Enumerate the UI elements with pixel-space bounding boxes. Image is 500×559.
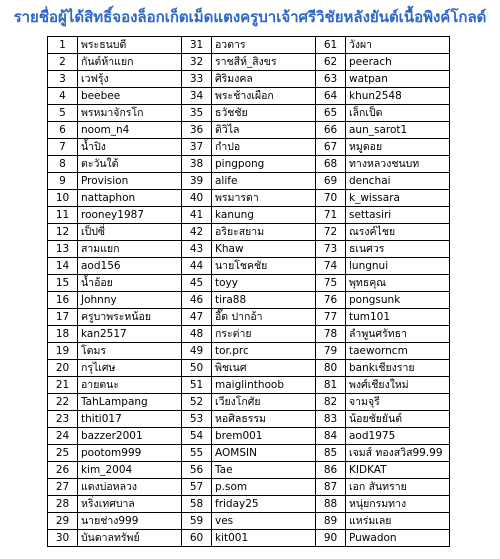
table-row — [48, 513, 450, 530]
row-number-cell[interactable]: 36 — [182, 122, 212, 139]
table-row — [48, 139, 450, 156]
row-number-cell[interactable]: 42 — [182, 224, 212, 241]
table-row — [48, 122, 450, 139]
member-name-cell[interactable]: Provision — [78, 173, 182, 190]
row-number-cell[interactable]: 45 — [182, 275, 212, 292]
table-row — [48, 224, 450, 241]
table-row — [48, 54, 450, 71]
member-name-cell[interactable]: pongsunk — [346, 292, 450, 309]
member-name-cell[interactable]: bazzer2001 — [78, 428, 182, 445]
row-number-cell[interactable]: 32 — [182, 54, 212, 71]
row-number-cell[interactable]: 12 — [48, 224, 78, 241]
row-number-cell[interactable]: 37 — [182, 139, 212, 156]
member-name-cell[interactable]: AOMSIN — [212, 445, 316, 462]
member-name-cell[interactable]: toyy — [212, 275, 316, 292]
page-title: รายชื่อผู้ได้สิทธิ์จองล็อกเก็ตเม็ดแตงครูบาเจ้าศรีวิชัยหลังยันต์เนื้อพิงค์โกลด์ — [13, 8, 487, 26]
table-row — [48, 428, 450, 445]
member-name-cell[interactable]: น้ำปิง — [78, 139, 182, 156]
member-name-cell[interactable]: ตะวันใต้ — [78, 156, 182, 173]
member-name-cell[interactable]: taeworncm — [346, 343, 450, 360]
row-number-cell[interactable]: 26 — [48, 462, 78, 479]
member-name-cell[interactable]: พระธนบดี — [78, 37, 182, 54]
row-number-cell[interactable]: 20 — [48, 360, 78, 377]
row-number-cell[interactable]: 38 — [182, 156, 212, 173]
member-name-cell[interactable]: tum101 — [346, 309, 450, 326]
row-number-cell[interactable]: 6 — [48, 122, 78, 139]
row-number-cell[interactable]: 48 — [182, 326, 212, 343]
row-number-cell[interactable]: 23 — [48, 411, 78, 428]
row-number-cell[interactable]: 52 — [182, 394, 212, 411]
member-name-cell[interactable]: ครูบาพระหน้อย — [78, 309, 182, 326]
row-number-cell[interactable]: 61 — [316, 37, 346, 54]
row-number-cell[interactable]: 50 — [182, 360, 212, 377]
table-row — [48, 156, 450, 173]
row-number-cell[interactable]: 54 — [182, 428, 212, 445]
member-name-cell[interactable]: อริยะสยาม — [212, 224, 316, 241]
table-row — [48, 530, 450, 547]
member-name-cell[interactable]: rooney1987 — [78, 207, 182, 224]
member-name-cell[interactable]: kan2517 — [78, 326, 182, 343]
member-name-cell[interactable]: kim_2004 — [78, 462, 182, 479]
row-number-cell[interactable]: 83 — [316, 411, 346, 428]
table-row — [48, 173, 450, 190]
row-number-cell[interactable]: 77 — [316, 309, 346, 326]
table-row — [48, 411, 450, 428]
row-number-cell[interactable]: 4 — [48, 88, 78, 105]
member-name-cell[interactable]: เวฟรุ้ง — [78, 71, 182, 88]
row-number-cell[interactable]: 30 — [48, 530, 78, 547]
member-name-cell[interactable]: ลำพูนศรัทธา — [346, 326, 450, 343]
row-number-cell[interactable]: 17 — [48, 309, 78, 326]
member-name-cell[interactable]: น้ำอ้อย — [78, 275, 182, 292]
member-name-cell[interactable]: Tae — [212, 462, 316, 479]
member-name-cell[interactable]: ติวิไล — [212, 122, 316, 139]
member-name-cell[interactable]: khun2548 — [346, 88, 450, 105]
row-number-cell[interactable]: 19 — [48, 343, 78, 360]
table-row — [48, 343, 450, 360]
row-number-cell[interactable]: 33 — [182, 71, 212, 88]
row-number-cell[interactable]: 11 — [48, 207, 78, 224]
row-number-cell[interactable]: 8 — [48, 156, 78, 173]
member-name-cell[interactable]: หริ่งเทศบาล — [78, 496, 182, 513]
member-name-cell[interactable]: Johnny — [78, 292, 182, 309]
member-name-cell[interactable]: กันต์ห้าแยก — [78, 54, 182, 71]
row-number-cell[interactable]: 69 — [316, 173, 346, 190]
member-name-cell[interactable]: peerach — [346, 54, 450, 71]
row-number-cell[interactable]: 15 — [48, 275, 78, 292]
row-number-cell[interactable]: 59 — [182, 513, 212, 530]
row-number-cell[interactable]: 84 — [316, 428, 346, 445]
row-number-cell[interactable]: 64 — [316, 88, 346, 105]
member-name-cell[interactable]: จามจุรี — [346, 394, 450, 411]
member-name-cell[interactable]: น้อยชัยยันต์ — [346, 411, 450, 428]
member-name-cell[interactable]: หนุ่ยกรมทาง — [346, 496, 450, 513]
member-name-cell[interactable]: หมูดอย — [346, 139, 450, 156]
row-number-cell[interactable]: 86 — [316, 462, 346, 479]
row-number-cell[interactable]: 71 — [316, 207, 346, 224]
row-number-cell[interactable]: 46 — [182, 292, 212, 309]
row-number-cell[interactable]: 34 — [182, 88, 212, 105]
member-name-cell[interactable]: settasiri — [346, 207, 450, 224]
member-name-cell[interactable]: กระต่าย — [212, 326, 316, 343]
row-number-cell[interactable]: 62 — [316, 54, 346, 71]
table-row — [48, 479, 450, 496]
member-name-cell[interactable]: โตมร — [78, 343, 182, 360]
member-name-cell[interactable]: aun_sarot1 — [346, 122, 450, 139]
row-number-cell[interactable]: 79 — [316, 343, 346, 360]
member-name-cell[interactable]: k_wissara — [346, 190, 450, 207]
row-number-cell[interactable]: 78 — [316, 326, 346, 343]
member-name-cell[interactable]: p.som — [212, 479, 316, 496]
table-row — [48, 394, 450, 411]
table-row — [48, 258, 450, 275]
row-number-cell[interactable]: 88 — [316, 496, 346, 513]
member-name-cell[interactable]: TahLampang — [78, 394, 182, 411]
row-number-cell[interactable]: 35 — [182, 105, 212, 122]
row-number-cell[interactable]: 2 — [48, 54, 78, 71]
row-number-cell[interactable]: 25 — [48, 445, 78, 462]
row-number-cell[interactable]: 66 — [316, 122, 346, 139]
row-number-cell[interactable]: 87 — [316, 479, 346, 496]
member-name-cell[interactable]: หอศิลธรรม — [212, 411, 316, 428]
row-number-cell[interactable]: 16 — [48, 292, 78, 309]
member-name-cell[interactable]: tor.prc — [212, 343, 316, 360]
row-number-cell[interactable]: 31 — [182, 37, 212, 54]
row-number-cell[interactable]: 13 — [48, 241, 78, 258]
row-number-cell[interactable]: 76 — [316, 292, 346, 309]
row-number-cell[interactable]: 28 — [48, 496, 78, 513]
member-name-cell[interactable]: ves — [212, 513, 316, 530]
row-number-cell[interactable]: 29 — [48, 513, 78, 530]
row-number-cell[interactable]: 60 — [182, 530, 212, 547]
row-number-cell[interactable]: 58 — [182, 496, 212, 513]
table-row — [48, 445, 450, 462]
row-number-cell[interactable]: 24 — [48, 428, 78, 445]
member-name-cell[interactable]: watpan — [346, 71, 450, 88]
table-row — [48, 71, 450, 88]
member-name-cell[interactable]: maiglinthoob — [212, 377, 316, 394]
member-name-cell[interactable]: เจมส์ ทองสวิส99.99 — [346, 445, 450, 462]
row-number-cell[interactable]: 68 — [316, 156, 346, 173]
member-name-cell[interactable]: พุทธคุณ — [346, 275, 450, 292]
member-name-cell[interactable]: bankเชียงราย — [346, 360, 450, 377]
row-number-cell[interactable]: 9 — [48, 173, 78, 190]
row-number-cell[interactable]: 39 — [182, 173, 212, 190]
table-row — [48, 360, 450, 377]
member-name-cell[interactable]: pootom999 — [78, 445, 182, 462]
row-number-cell[interactable]: 65 — [316, 105, 346, 122]
table-row — [48, 241, 450, 258]
row-number-cell[interactable]: 57 — [182, 479, 212, 496]
member-name-cell[interactable]: พรหมาจักรโก — [78, 105, 182, 122]
table-row — [48, 105, 450, 122]
member-name-cell[interactable]: KIDKAT — [346, 462, 450, 479]
member-name-cell[interactable]: กำปอ — [212, 139, 316, 156]
row-number-cell[interactable]: 82 — [316, 394, 346, 411]
member-name-cell[interactable]: นายช่าง999 — [78, 513, 182, 530]
table-row — [48, 88, 450, 105]
names-table — [47, 36, 450, 547]
member-name-cell[interactable]: นายโชคชัย — [212, 258, 316, 275]
table-row — [48, 462, 450, 479]
member-name-cell[interactable]: Puwadon — [346, 530, 450, 547]
row-number-cell[interactable]: 72 — [316, 224, 346, 241]
member-name-cell[interactable]: พงศ์เชียงใหม่ — [346, 377, 450, 394]
member-name-cell[interactable]: ศิริมงคล — [212, 71, 316, 88]
member-name-cell[interactable]: ณรงค์ไชย — [346, 224, 450, 241]
table-row — [48, 275, 450, 292]
member-name-cell[interactable]: พระช้างเผือก — [212, 88, 316, 105]
row-number-cell[interactable]: 81 — [316, 377, 346, 394]
row-number-cell[interactable]: 47 — [182, 309, 212, 326]
row-number-cell[interactable]: 89 — [316, 513, 346, 530]
member-name-cell[interactable]: วังผา — [346, 37, 450, 54]
row-number-cell[interactable]: 18 — [48, 326, 78, 343]
member-name-cell[interactable]: แดงบ่อหลวง — [78, 479, 182, 496]
member-name-cell[interactable]: เอก สันทราย — [346, 479, 450, 496]
row-number-cell[interactable]: 44 — [182, 258, 212, 275]
member-name-cell[interactable]: อี๊ด ปากอ้า — [212, 309, 316, 326]
row-number-cell[interactable]: 27 — [48, 479, 78, 496]
row-number-cell[interactable]: 74 — [316, 258, 346, 275]
row-number-cell[interactable]: 56 — [182, 462, 212, 479]
table-row — [48, 292, 450, 309]
member-name-cell[interactable]: เวียงโกศัย — [212, 394, 316, 411]
table-row — [48, 309, 450, 326]
row-number-cell[interactable]: 53 — [182, 411, 212, 428]
row-number-cell[interactable]: 63 — [316, 71, 346, 88]
row-number-cell[interactable]: 21 — [48, 377, 78, 394]
row-number-cell[interactable]: 67 — [316, 139, 346, 156]
member-name-cell[interactable]: kanung — [212, 207, 316, 224]
member-name-cell[interactable]: ทางหลวงชนบท — [346, 156, 450, 173]
row-number-cell[interactable]: 1 — [48, 37, 78, 54]
row-number-cell[interactable]: 22 — [48, 394, 78, 411]
member-name-cell[interactable]: nattaphon — [78, 190, 182, 207]
member-name-cell[interactable]: denchai — [346, 173, 450, 190]
row-number-cell[interactable]: 55 — [182, 445, 212, 462]
member-name-cell[interactable]: kit001 — [212, 530, 316, 547]
member-name-cell[interactable]: alife — [212, 173, 316, 190]
table-row — [48, 377, 450, 394]
row-number-cell[interactable]: 3 — [48, 71, 78, 88]
member-name-cell[interactable]: beebee — [78, 88, 182, 105]
member-name-cell[interactable]: พรมารดา — [212, 190, 316, 207]
row-number-cell[interactable]: 10 — [48, 190, 78, 207]
member-name-cell[interactable]: brem001 — [212, 428, 316, 445]
row-number-cell[interactable]: 73 — [316, 241, 346, 258]
row-number-cell[interactable]: 49 — [182, 343, 212, 360]
member-name-cell[interactable]: tira88 — [212, 292, 316, 309]
member-name-cell[interactable]: แหร่มเลย — [346, 513, 450, 530]
row-number-cell[interactable]: 51 — [182, 377, 212, 394]
table-row — [48, 326, 450, 343]
member-name-cell[interactable]: aod1975 — [346, 428, 450, 445]
row-number-cell[interactable]: 7 — [48, 139, 78, 156]
member-name-cell[interactable]: Khaw — [212, 241, 316, 258]
row-number-cell[interactable]: 70 — [316, 190, 346, 207]
row-number-cell[interactable]: 85 — [316, 445, 346, 462]
member-name-cell[interactable]: lungnui — [346, 258, 450, 275]
row-number-cell[interactable]: 5 — [48, 105, 78, 122]
member-name-cell[interactable]: noom_n4 — [78, 122, 182, 139]
member-name-cell[interactable]: เล็กเป็ด — [346, 105, 450, 122]
table-row — [48, 496, 450, 513]
member-name-cell[interactable]: ธเนศวร — [346, 241, 450, 258]
table-row — [48, 190, 450, 207]
member-name-cell[interactable]: สามแยก — [78, 241, 182, 258]
member-name-cell[interactable]: thiti017 — [78, 411, 182, 428]
member-name-cell[interactable]: อายตนะ — [78, 377, 182, 394]
member-name-cell[interactable]: ราชสีห์_สิงขร — [212, 54, 316, 71]
member-name-cell[interactable]: friday25 — [212, 496, 316, 513]
member-name-cell[interactable]: พิชเนศ — [212, 360, 316, 377]
member-name-cell[interactable]: อวตาร — [212, 37, 316, 54]
table-row — [48, 207, 450, 224]
row-number-cell[interactable]: 90 — [316, 530, 346, 547]
table-row — [48, 37, 450, 54]
row-number-cell[interactable]: 75 — [316, 275, 346, 292]
member-name-cell[interactable]: ธวัชชัย — [212, 105, 316, 122]
member-name-cell[interactable]: เป็ปซี่ — [78, 224, 182, 241]
member-name-cell[interactable]: pingpong — [212, 156, 316, 173]
member-name-cell[interactable]: กรุไเศษ — [78, 360, 182, 377]
row-number-cell[interactable]: 14 — [48, 258, 78, 275]
member-name-cell[interactable]: aod156 — [78, 258, 182, 275]
row-number-cell[interactable]: 43 — [182, 241, 212, 258]
member-name-cell[interactable]: บันดาลทรัพย์ — [78, 530, 182, 547]
row-number-cell[interactable]: 41 — [182, 207, 212, 224]
row-number-cell[interactable]: 40 — [182, 190, 212, 207]
row-number-cell[interactable]: 80 — [316, 360, 346, 377]
